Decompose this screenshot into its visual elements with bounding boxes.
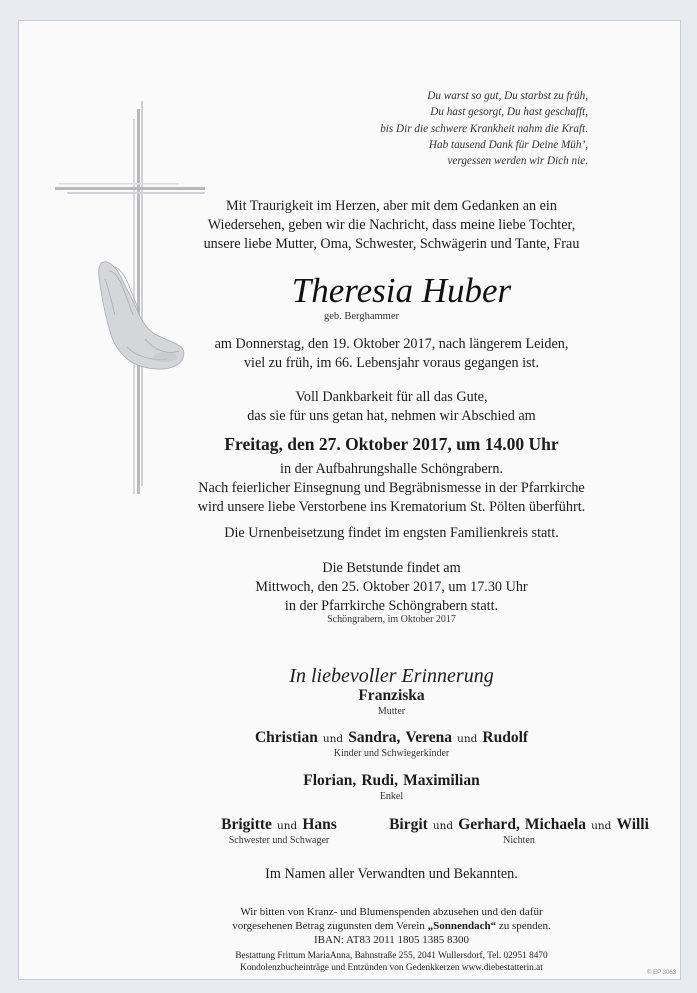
mourner-name: Birgit [389,816,428,833]
funeral-line: in der Aufbahrungshalle Schöngrabern. [280,461,503,477]
poem-line: Du warst so gut, Du starbst zu früh, [427,90,588,102]
mourner-name: Michaela [524,816,587,833]
mourner-name: Gerhard [458,816,516,833]
donation-line: Wir bitten von Kranz- und Blumenspenden abzusehen und den dafür [240,906,543,918]
donation-line: vorgesehenen Betrag zugunsten dem Verein [232,920,425,932]
memory-heading: In liebevoller Erinnerung [289,665,494,687]
place-date: Schöngrabern, im Oktober 2017 [327,614,456,625]
relation-label: Enkel [379,791,404,802]
mourner-name: Franziska [358,687,425,704]
mourner-nieces: Birgit und Gerhard, Michaela und Willi Nichten [374,814,664,847]
death-line: viel zu früh, im 66. Lebensjahr voraus gegangen ist. [243,355,540,372]
obituary-page [18,20,681,980]
relation-label: Nichten [503,835,535,846]
conjunction: und [457,733,478,745]
mourner-mother [289,685,494,718]
mourner-name: Maximilian [403,772,480,789]
mourner-name: Brigitte [221,816,272,833]
death-line: am Donnerstag, den 19. Oktober 2017, nach längerem Leiden, [214,336,569,352]
poem-line: bis Dir die schwere Krankheit nahm die Kraft. [380,122,588,135]
funeral-date: Freitag, den 27. Oktober 2017, um 14.00 Uhr [224,434,559,454]
conjunction: und [322,733,344,745]
maiden-name: geb. Berghammer [323,311,400,322]
iban: IBAN: AT83 2011 1805 1385 8300 [313,934,470,946]
cross-praying-hands-icon [49,101,209,521]
donation-info [219,905,564,947]
urn-text [189,524,594,543]
undertaker-info [219,951,564,974]
farewell-line: das sie für uns getan hat, nehmen wir Abschied am [247,408,536,425]
undertaker-line: Kondolenzbucheinträge und Entzünden von Gedenkkerzen www.diebestatterin.at [240,962,543,973]
mourner-children: Christian und Sandra, Verena und Rudolf Kinder und Schwiegerkinder [189,727,594,760]
relation-label: Kinder und Schwiegerkinder [333,748,450,759]
farewell-line: Voll Dankbarkeit für all das Gute, [295,389,488,405]
mourner-name: Sandra [348,729,397,746]
mourner-grandchildren: Florian, Rudi, Maximilian Enkel [239,770,544,803]
relation-label: Schwester und Schwager [228,835,330,846]
relation-label: Mutter [377,706,406,717]
urn-line: Die Urnenbeisetzung findet im engsten Familienkreis statt. [224,525,559,541]
funeral-line: wird unsere liebe Verstorbene ins Krematorium St. Pölten überführt. [197,499,586,516]
poem-line: Du hast gesorgt, Du hast geschafft, [430,106,588,119]
prayer-line: Die Betstunde findet am [322,560,461,576]
prayer-info [219,559,564,617]
funeral-line: Nach feierlicher Einsegnung und Begräbnismesse in der Pfarrkirche [198,480,585,497]
copyright-mark: © EP 3063 [647,970,676,976]
deceased-name: Theresia Huber [291,271,512,310]
intro-text [189,197,594,255]
mourner-name: Rudolf [482,729,529,746]
prayer-line: Mittwoch, den 25. Oktober 2017, um 17.30 Uhr [255,579,528,596]
mourner-name: Rudi [361,772,395,789]
mourner-name: Christian [254,729,318,746]
mourner-name: Hans [302,816,337,833]
intro-line: Wiedersehen, geben wir die Nachricht, dass meine liebe Tochter, [207,217,576,234]
donation-line: zu spenden. [498,920,551,932]
funeral-details [189,460,594,518]
mourner-name: Verena [405,729,452,746]
conjunction: und [432,820,454,832]
poem-line: vergessen werden wir Dich nie. [447,155,588,168]
intro-line: unsere liebe Mutter, Oma, Schwester, Schwägerin und Tante, Frau [203,236,580,253]
conjunction: und [277,820,298,832]
association-name: „Sonnendach“ [427,920,497,932]
mourner-name: Willi [616,816,649,833]
poem-line: Hab tausend Dank für Deine Müh’, [428,138,588,151]
mourner-name: Florian [303,772,353,789]
mourner-siblings [209,814,349,847]
prayer-line: in der Pfarrkirche Schöngrabern statt. [284,598,499,615]
undertaker-line: Bestattung Frittum MariaAnna, Bahnstraße 255, 2041 Wullersdorf, Tel. 02951 8470 [235,951,548,961]
closing-line: Im Namen aller Verwandten und Bekannten. [265,866,518,882]
conjunction: und [591,820,612,832]
poem [288,88,588,169]
closing-text [219,865,564,884]
farewell-text [219,388,564,426]
death-info [199,335,584,373]
intro-line: Mit Traurigkeit im Herzen, aber mit dem Gedanken an ein [226,198,557,214]
